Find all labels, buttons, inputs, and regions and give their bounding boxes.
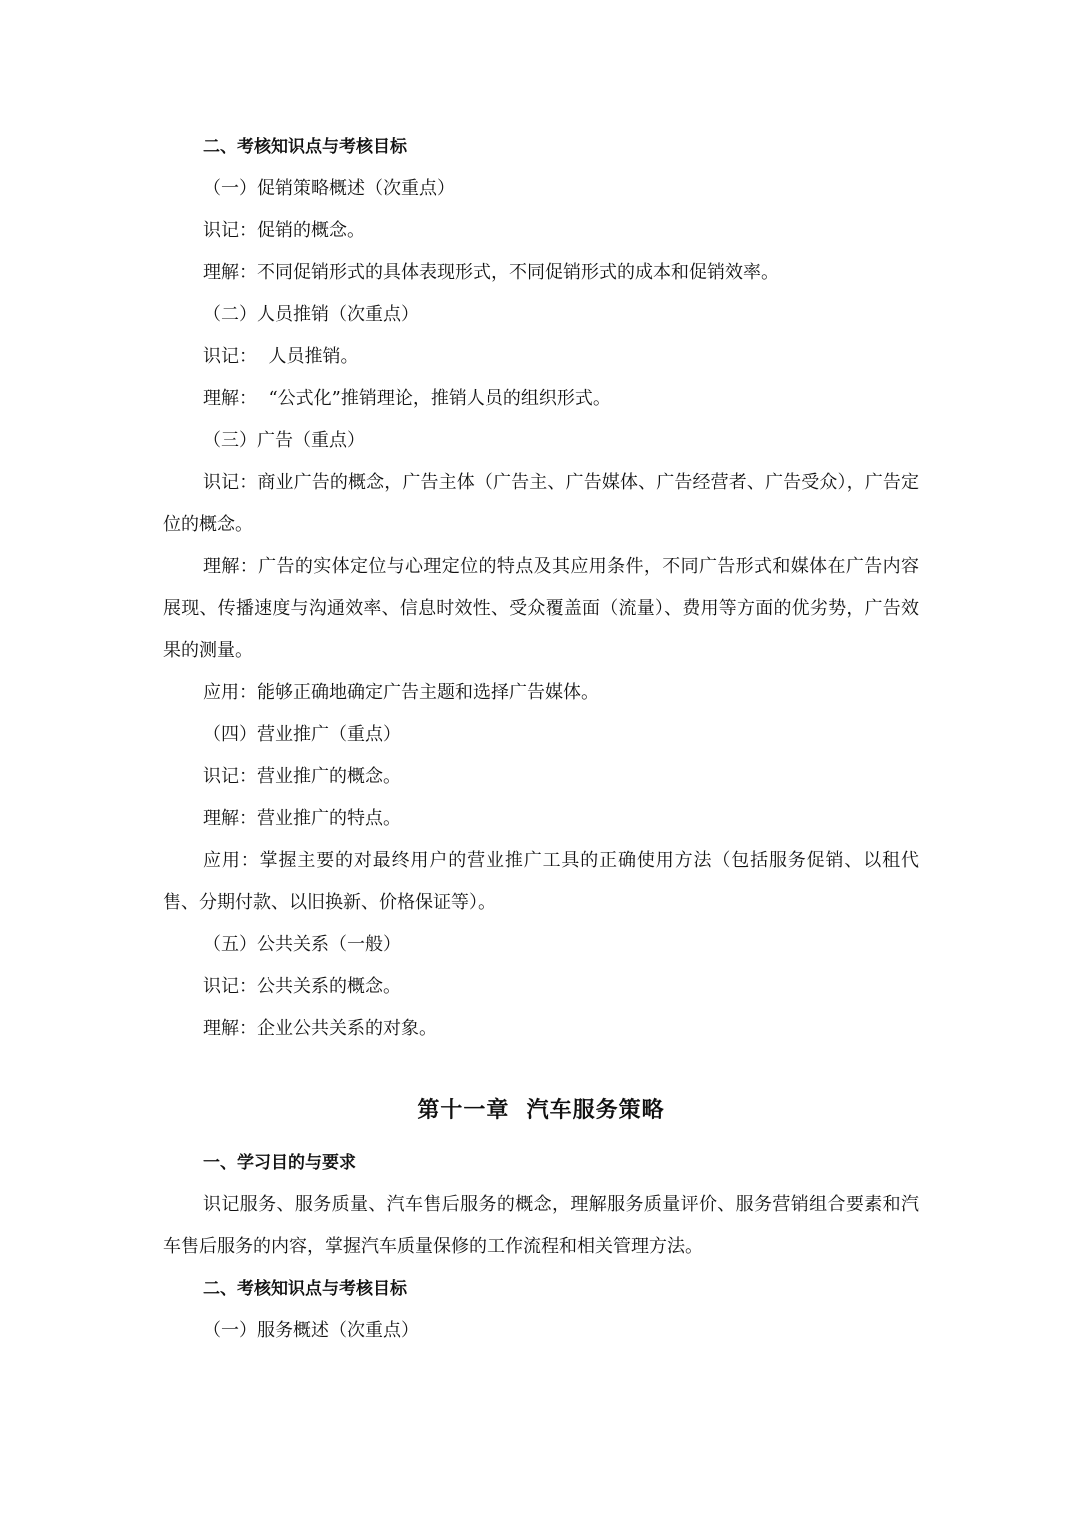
- section-heading-assessment: 二、考核知识点与考核目标: [203, 137, 407, 157]
- item4-understand: 理解：营业推广的特点。: [203, 808, 401, 829]
- objectives-heading: 一、学习目的与要求: [203, 1153, 356, 1173]
- item1-memorize: 识记：促销的概念。: [203, 220, 365, 241]
- chapter-title: 第十一章 汽车服务策略: [417, 1098, 665, 1123]
- item5-understand: 理解：企业公共关系的对象。: [203, 1018, 437, 1039]
- item5-title: （五）公共关系（一般）: [203, 934, 401, 955]
- spacer: [163, 1132, 919, 1142]
- item5-memorize: 识记：公共关系的概念。: [203, 976, 401, 997]
- item4-title: （四）营业推广（重点）: [203, 724, 401, 745]
- item3-memorize: 识记：商业广告的概念，广告主体（广告主、广告媒体、广告经营者、广告受众），广告定位的概念。: [163, 472, 919, 535]
- page-content: [163, 126, 919, 1352]
- item3-understand: 理解：广告的实体定位与心理定位的特点及其应用条件，不同广告形式和媒体在广告内容展现、传播速度与沟通效率、信息时效性、受众覆盖面（流量）、费用等方面的优劣势，广告效果的测量。: [163, 556, 919, 661]
- item1-title: （一）促销策略概述（次重点）: [203, 178, 455, 199]
- chapter-assessment-heading: 二、考核知识点与考核目标: [203, 1279, 407, 1299]
- objectives-text: 识记服务、服务质量、汽车售后服务的概念，理解服务质量评价、服务营销组合要素和汽车售后服务的内容，掌握汽车质量保修的工作流程和相关管理方法。: [163, 1194, 919, 1257]
- item4-memorize: 识记：营业推广的概念。: [203, 766, 401, 787]
- item2-memorize: 识记： 人员推销。: [203, 346, 359, 367]
- spacer: [163, 1050, 919, 1090]
- item3-title: （三）广告（重点）: [203, 430, 365, 451]
- item1-understand: 理解：不同促销形式的具体表现形式，不同促销形式的成本和促销效率。: [203, 262, 779, 283]
- item4-apply: 应用：掌握主要的对最终用户的营业推广工具的正确使用方法（包括服务促销、以租代售、分期付款、以旧换新、价格保证等）。: [163, 850, 919, 913]
- chapter-item1-title: （一）服务概述（次重点）: [203, 1320, 419, 1341]
- item2-understand: 理解： “公式化”推销理论，推销人员的组织形式。: [203, 388, 611, 409]
- item3-apply: 应用：能够正确地确定广告主题和选择广告媒体。: [203, 682, 599, 703]
- item2-title: （二）人员推销（次重点）: [203, 304, 419, 325]
